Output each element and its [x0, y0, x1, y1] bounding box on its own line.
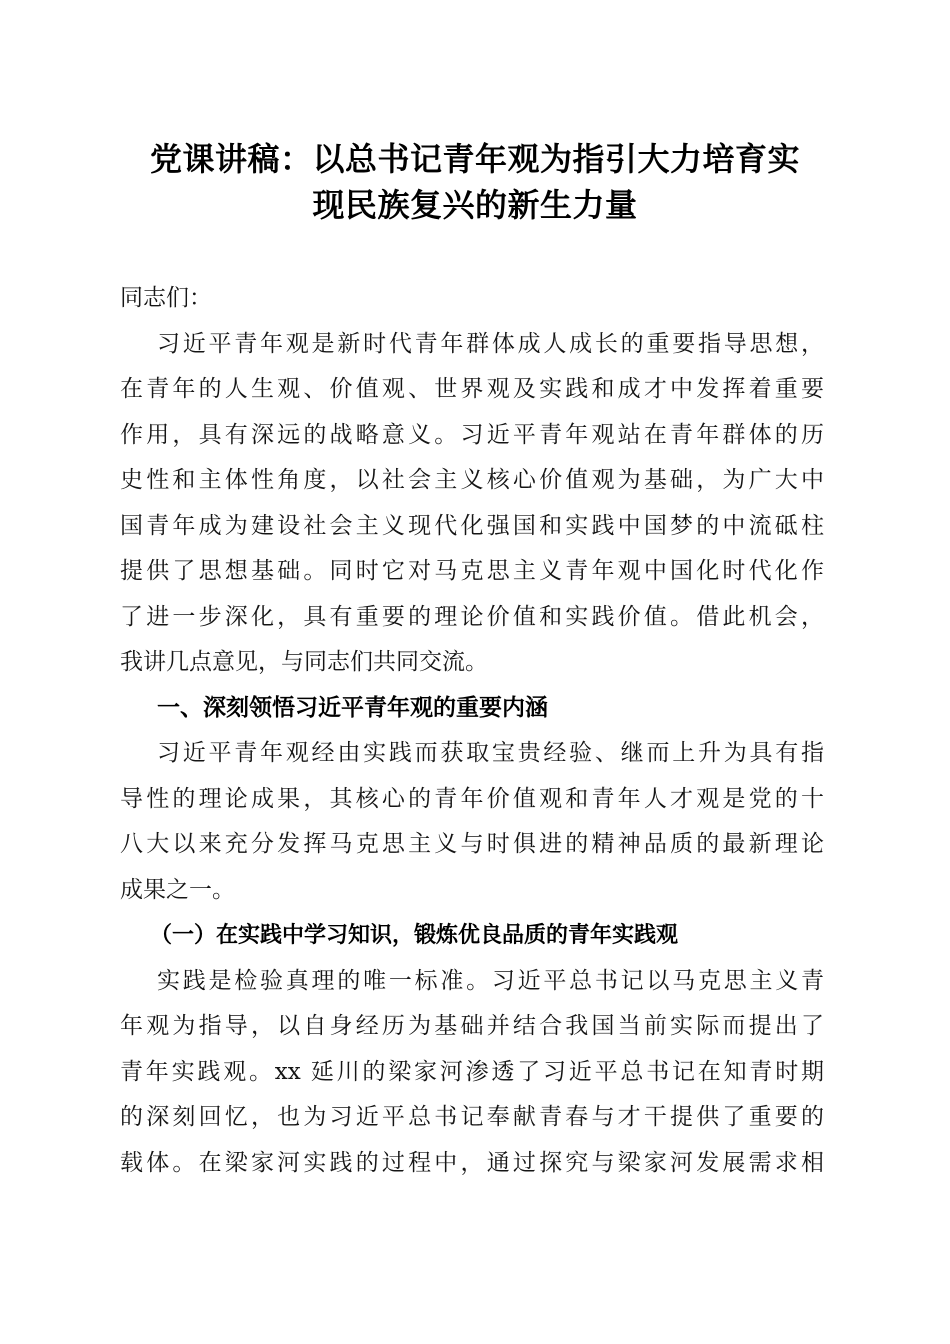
- paragraph-line: 习近平青年观经由实践而获取宝贵经验、继而上升为具有指: [157, 740, 824, 766]
- document-title: [100, 136, 850, 228]
- section-heading-1: 一、深刻领悟习近平青年观的重要内涵: [157, 694, 548, 721]
- document-body: [120, 276, 824, 1186]
- paragraph-line: 年观为指导，以自身经历为基础并结合我国当前实际而提出了: [120, 1013, 824, 1039]
- paragraph-line: 导性的理论成果，其核心的青年价值观和青年人才观是党的十: [120, 785, 824, 812]
- greeting: 同志们：: [120, 285, 212, 311]
- paragraph-line: 史性和主体性角度，以社会主义核心价值观为基础，为广大中: [120, 467, 824, 493]
- paragraph-line: 青年实践观。xx 延川的梁家河渗透了习近平总书记在知青时期: [120, 1058, 824, 1085]
- title-line-2: 现民族复兴的新生力量: [312, 186, 638, 224]
- paragraph-line: 载体。在梁家河实践的过程中，通过探究与梁家河发展需求相: [120, 1149, 824, 1176]
- paragraph-subsection-1: [120, 959, 824, 1187]
- paragraph-line: 我讲几点意见，与同志们共同交流。: [120, 649, 488, 675]
- subsection-heading-1: （一）在实践中学习知识，锻炼优良品质的青年实践观: [150, 923, 679, 948]
- paragraph-line: 实践是检验真理的唯一标准。习近平总书记以马克思主义青: [157, 967, 824, 994]
- paragraph-line: 在青年的人生观、价值观、世界观及实践和成才中发挥着重要: [120, 376, 824, 402]
- paragraph-intro: [120, 322, 824, 686]
- paragraph-section-1: [120, 731, 824, 913]
- paragraph-line: 提供了思想基础。同时它对马克思主义青年观中国化时代化作: [120, 558, 824, 584]
- paragraph-line: 了进一步深化，具有重要的理论价值和实践价值。借此机会，: [120, 603, 824, 630]
- paragraph-line: 作用，具有深远的战略意义。习近平青年观站在青年群体的历: [120, 421, 824, 448]
- paragraph-line: 成果之一。: [120, 876, 235, 903]
- paragraph-line: 习近平青年观是新时代青年群体成人成长的重要指导思想，: [157, 330, 824, 357]
- title-line-1: 党课讲稿：以总书记青年观为指引大力培育实: [149, 140, 800, 178]
- paragraph-line: 八大以来充分发挥马克思主义与时俱进的精神品质的最新理论: [120, 831, 824, 857]
- paragraph-line: 的深刻回忆，也为习近平总书记奉献青春与才干提供了重要的: [120, 1104, 824, 1130]
- paragraph-line: 国青年成为建设社会主义现代化强国和实践中国梦的中流砥柱: [120, 512, 824, 539]
